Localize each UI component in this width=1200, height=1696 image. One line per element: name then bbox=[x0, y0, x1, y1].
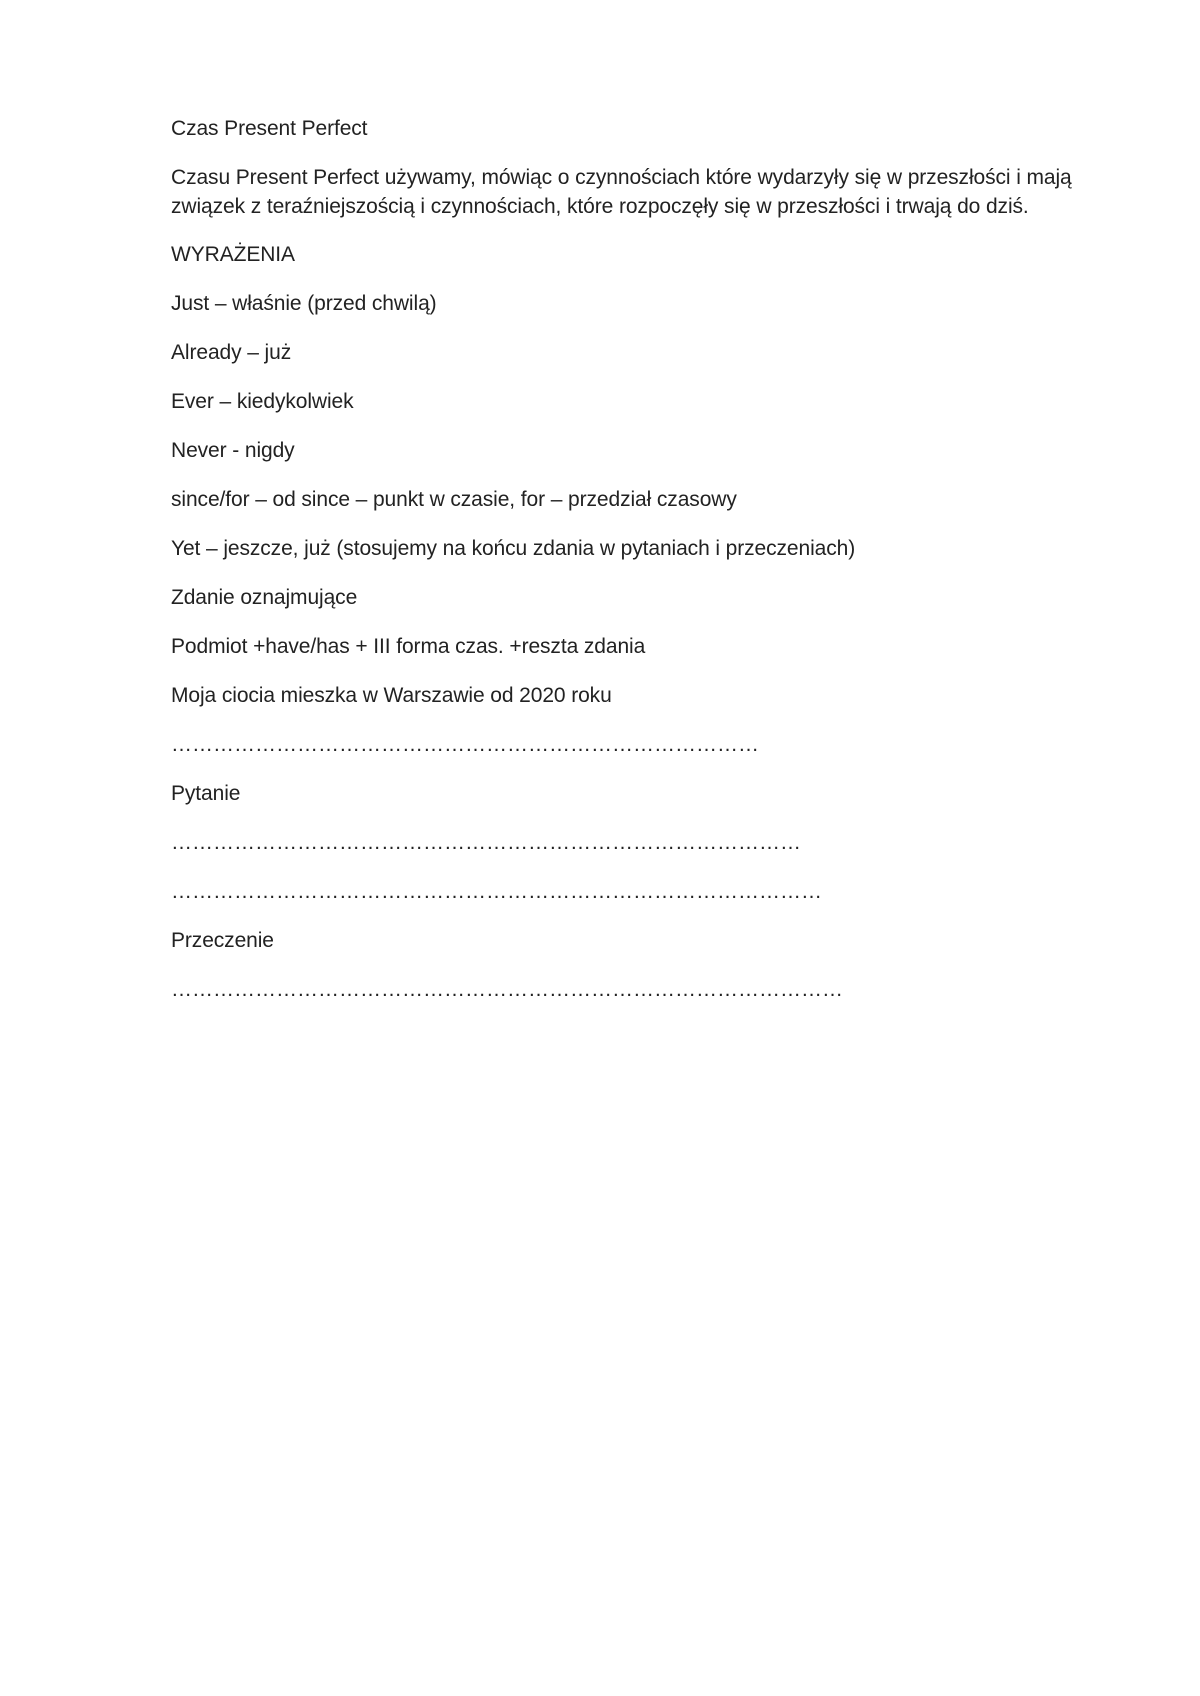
document-content bbox=[171, 114, 1101, 1024]
document-title: Czas Present Perfect bbox=[171, 117, 368, 140]
expression-never: Never - nigdy bbox=[171, 439, 295, 462]
question-blank-line-2: ………………………………………………………………………………… bbox=[171, 880, 822, 903]
example-sentence: Moja ciocia mieszka w Warszawie od 2020 roku bbox=[171, 684, 612, 707]
question-blank-line-1: ……………………………………………………………………………… bbox=[171, 831, 801, 854]
expression-already: Already – już bbox=[171, 341, 292, 364]
expression-just: Just – właśnie (przed chwilą) bbox=[171, 292, 437, 315]
question-heading: Pytanie bbox=[171, 782, 241, 805]
negation-heading: Przeczenie bbox=[171, 929, 274, 952]
expressions-heading: WYRAŻENIA bbox=[171, 243, 295, 266]
expression-ever: Ever – kiedykolwiek bbox=[171, 390, 354, 413]
statement-formula: Podmiot +have/has + III forma czas. +reszta zdania bbox=[171, 635, 646, 658]
intro-paragraph: Czasu Present Perfect używamy, mówiąc o czynnościach które wydarzyły się w przeszłości i mają związek z teraźniejszością i czynnościach, które rozpoczęły się w przeszłości i trwają do dziś. bbox=[171, 166, 1078, 218]
expression-yet: Yet – jeszcze, już (stosujemy na końcu zdania w pytaniach i przeczeniach) bbox=[171, 537, 856, 560]
expression-since-for: since/for – od since – punkt w czasie, for – przedział czasowy bbox=[171, 488, 737, 511]
statement-blank-line: ………………………………………………………………………… bbox=[171, 733, 759, 756]
statement-heading: Zdanie oznajmujące bbox=[171, 586, 358, 609]
negation-blank-line: …………………………………………………………………………………… bbox=[171, 978, 843, 1001]
